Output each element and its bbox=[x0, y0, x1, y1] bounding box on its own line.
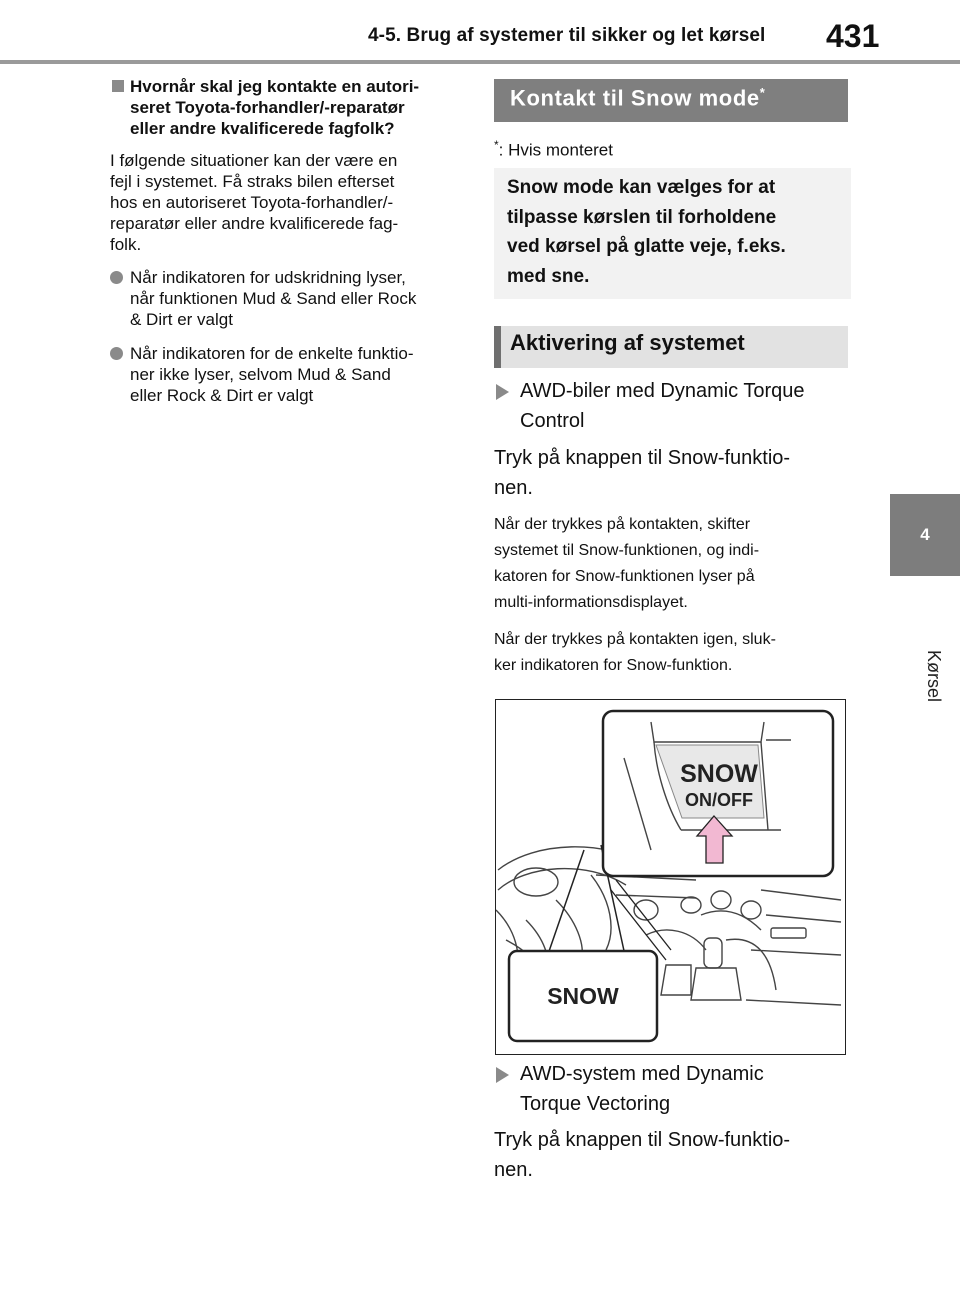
faq-question bbox=[112, 76, 467, 139]
section-heading-text bbox=[510, 85, 765, 111]
section-title: Kontakt til Snow mode bbox=[510, 85, 760, 111]
paragraph-line: reparatør eller andre kvalificerede fag- bbox=[110, 214, 399, 233]
paragraph-line: hos en autoriseret Toyota-forhandler/- bbox=[110, 193, 394, 212]
header-rule bbox=[0, 60, 960, 64]
bullet-line: AWD-system med Dynamic bbox=[520, 1063, 764, 1085]
round-bullet-icon bbox=[110, 347, 123, 360]
zoom-label-onoff: ON/OFF bbox=[685, 790, 753, 810]
bullet-line: Når indikatoren for udskridning lyser, bbox=[130, 268, 406, 287]
snow-switch-illustration bbox=[495, 699, 846, 1055]
zoom-label-snow: SNOW bbox=[680, 760, 758, 788]
variant-bullet bbox=[496, 1059, 846, 1119]
faq-intro-paragraph bbox=[110, 150, 462, 255]
instruction-step bbox=[494, 443, 850, 503]
note-line: ker indikatoren for Snow-funktion. bbox=[494, 657, 733, 674]
bullet-line: Control bbox=[520, 410, 585, 432]
paragraph-line: fejl i systemet. Få straks bilen efterset bbox=[110, 172, 395, 191]
triangle-bullet-icon bbox=[496, 1067, 509, 1083]
bullet-line: & Dirt er valgt bbox=[130, 310, 233, 329]
callout-line bbox=[611, 890, 666, 960]
footnote-mark: * bbox=[759, 85, 766, 100]
triangle-bullet-icon bbox=[496, 384, 509, 400]
paragraph-line: I følgende situationer kan der være en bbox=[110, 151, 398, 170]
footnote-text: : Hvis monteret bbox=[498, 140, 613, 160]
callout-line bbox=[546, 850, 584, 960]
variant-bullet bbox=[496, 376, 846, 436]
footnote bbox=[494, 138, 613, 161]
footnote-mark: * bbox=[494, 138, 499, 152]
running-header-section: 4-5. Brug af systemer til sikker og let kørsel bbox=[368, 25, 766, 46]
bullet-line: Torque Vectoring bbox=[520, 1093, 671, 1115]
chapter-tab-label: Kørsel bbox=[924, 650, 944, 703]
step-line: Tryk på knappen til Snow-funktio- bbox=[494, 1129, 791, 1151]
intro-line: ved kørsel på glatte veje, f.eks. bbox=[507, 236, 786, 257]
intro-box bbox=[494, 168, 851, 299]
note-line: Når der trykkes på kontakten, skifter bbox=[494, 516, 751, 533]
bullet-line: AWD-biler med Dynamic Torque bbox=[520, 380, 805, 402]
note-line: systemet til Snow-funktionen, og indi- bbox=[494, 542, 760, 559]
note-line: multi-informationsdisplayet. bbox=[494, 594, 688, 611]
dashboard-drawing bbox=[496, 700, 844, 1053]
indicator-label-snow: SNOW bbox=[547, 983, 619, 1009]
round-bullet-icon bbox=[110, 271, 123, 284]
intro-text bbox=[507, 173, 842, 291]
page-number: 431 bbox=[826, 18, 880, 54]
chapter-tab-number: 4 bbox=[890, 494, 960, 576]
section-heading-activation bbox=[494, 326, 848, 368]
note-paragraph bbox=[494, 512, 850, 616]
faq-bullet-item bbox=[110, 343, 466, 406]
note-paragraph bbox=[494, 627, 850, 679]
intro-line: tilpasse kørslen til forholdene bbox=[507, 206, 777, 228]
instruction-step bbox=[494, 1125, 850, 1185]
bullet-line: ner ikke lyser, selvom Mud & Sand bbox=[130, 365, 391, 384]
section-title: Aktivering af systemet bbox=[510, 330, 745, 355]
note-line: Når der trykkes på kontakten igen, sluk- bbox=[494, 631, 776, 648]
bullet-line: Når indikatoren for de enkelte funktio- bbox=[130, 344, 414, 363]
bullet-line: når funktionen Mud & Sand eller Rock bbox=[130, 289, 417, 308]
paragraph-line: folk. bbox=[110, 235, 142, 254]
callout-line bbox=[616, 880, 671, 950]
bullet-line: eller Rock & Dirt er valgt bbox=[130, 386, 314, 405]
intro-line: med sne. bbox=[507, 265, 590, 287]
step-line: nen. bbox=[494, 1159, 533, 1181]
intro-line: Snow mode kan vælges for at bbox=[507, 177, 776, 198]
faq-question-line: Hvornår skal jeg kontakte en autori- bbox=[130, 77, 420, 96]
section-heading-snow-mode bbox=[494, 79, 848, 122]
step-line: Tryk på knappen til Snow-funktio- bbox=[494, 447, 791, 469]
step-line: nen. bbox=[494, 477, 533, 499]
faq-bullet-item bbox=[110, 267, 466, 330]
faq-question-line: seret Toyota-forhandler/-reparatør bbox=[130, 98, 405, 117]
chapter-tab bbox=[890, 580, 960, 703]
square-bullet-icon bbox=[112, 80, 124, 92]
note-line: katoren for Snow-funktionen lyser på bbox=[494, 568, 755, 585]
faq-question-line: eller andre kvalificerede fagfolk? bbox=[130, 119, 395, 138]
